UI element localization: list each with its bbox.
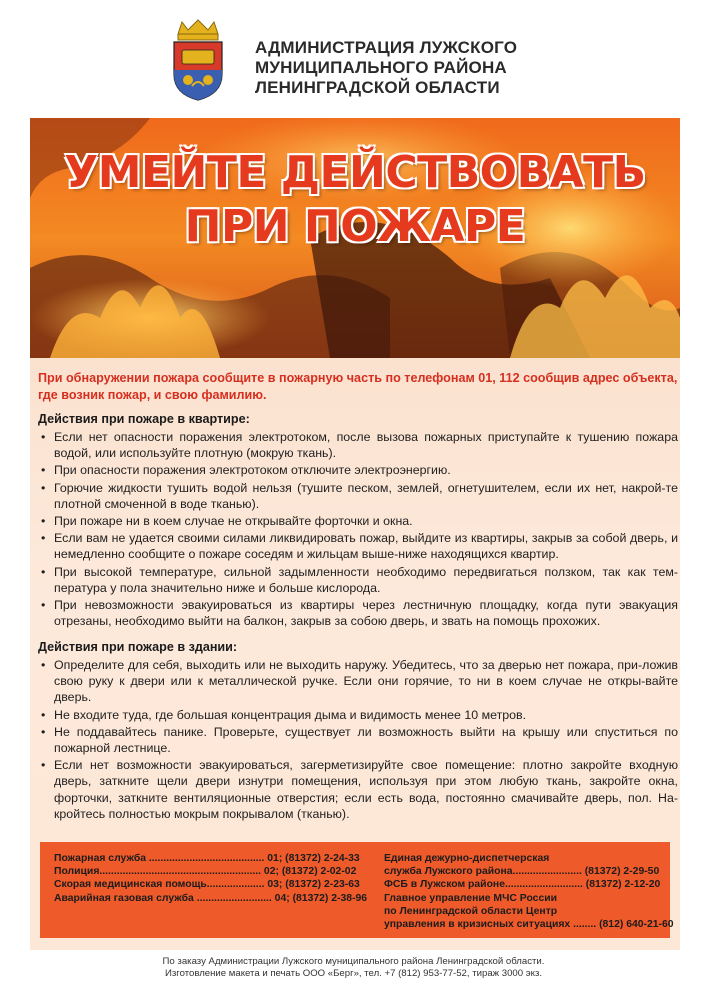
- imprint-footer: [0, 956, 707, 980]
- list-item: • Определите для себя, выходить или не выходить наружу. Убедитесь, что за дверью нет пожара, при-ложив свою руку к двери или к металлической ручке. Если они горячие, то ни в коем случае не откры-вайте дверь.: [41, 658, 678, 705]
- list-item: • Если нет опасности поражения электротоком, после вызова пожарных приступайте к тушению пожара водой, или используйте плотную (мокрую ткань).: [41, 430, 678, 461]
- list-item: • Если нет возможности эвакуироваться, загерметизируйте свое помещение: плотно закройте входную дверь, заткните щели двери изнутри помещения, используя при этом любую ткань, закройте окна, форточки, заткните вентиляционные отверстия; если есть вода, постоянно смачивайте дверь, пол. На-кройтесь полностью мокрым покрывалом (тканью).: [41, 758, 678, 821]
- apartment-list: [38, 429, 678, 630]
- header: [0, 0, 707, 115]
- list-item: • При пожаре ни в коем случае не открывайте форточки и окна.: [41, 514, 413, 529]
- contact-row: Единая дежурно-диспетчерская: [384, 853, 550, 864]
- footer-line-1: По заказу Администрации Лужского муниципального района Ленинградской области.: [162, 956, 545, 967]
- contact-row: Аварийная газовая служба .......................... 04; (81372) 2-38-96: [54, 892, 368, 904]
- org-line-3: ЛЕНИНГРАДСКОЙ ОБЛАСТИ: [255, 78, 500, 97]
- building-list: [38, 657, 678, 823]
- contacts-right-column: [384, 852, 674, 931]
- contact-row: управления в кризисных ситуациях ........ (812) 640-21-60: [384, 919, 674, 931]
- headline: [30, 146, 680, 254]
- org-line-1: АДМИНИСТРАЦИЯ ЛУЖСКОГО: [255, 38, 518, 57]
- list-item: • При невозможности эвакуироваться из квартиры через лестничную площадку, когда пути эвакуация отрезаны, необходимо выйти на балкон, закрыв за собою дверь, и звать на помощь прохожих.: [41, 598, 678, 629]
- apartment-section-title: Действия при пожаре в квартире:: [38, 412, 250, 426]
- contact-row: Главное управление МЧС России: [384, 892, 557, 904]
- list-item: • Не входите туда, где большая концентрация дыма и видимость менее 10 метров.: [41, 707, 527, 722]
- list-item: • При опасности поражения электротоком отключите электроэнергию.: [41, 463, 451, 478]
- building-section-title: Действия при пожаре в здании:: [38, 640, 238, 654]
- emergency-contacts: [40, 842, 674, 938]
- contact-row: Пожарная служба ........................................ 01; (81372) 2-24-33: [54, 853, 360, 864]
- list-item: • При высокой температуре, сильной задымленности необходимо передвигаться ползком, так как тем-пература у пола значительно ниже и больше кислорода.: [41, 564, 678, 595]
- footer-line-2: Изготовление макета и печать ООО «Берг», тел. +7 (812) 953-77-52, тираж 3000 экз.: [164, 968, 543, 979]
- list-item: • Не поддавайтесь панике. Проверьте, существует ли возможность выйти на крышу или спуститься по пожарной лестнице.: [41, 724, 678, 756]
- contact-row: Скорая медицинская помощь.................... 03; (81372) 2-23-63: [54, 879, 360, 891]
- contact-row: служба Лужского района........................ (81372) 2-29-50: [384, 866, 660, 878]
- fire-banner: [30, 118, 680, 358]
- poster-panel: [30, 118, 680, 950]
- contact-row: по Ленинградской области Центр: [384, 905, 558, 917]
- contact-row: Полиция........................................................ 02; (81372) 2-02-02: [54, 866, 357, 878]
- org-line-2: МУНИЦИПАЛЬНОГО РАЙОНА: [255, 58, 507, 77]
- instructions-area: [30, 358, 680, 950]
- contact-row: ФСБ в Лужском районе........................... (81372) 2-12-20: [384, 879, 661, 891]
- headline-line-2: ПРИ ПОЖАРЕ: [184, 201, 526, 252]
- organization-name: [255, 38, 517, 98]
- list-item: • Если вам не удается своими силами ликвидировать пожар, выйдите из квартиры, закрыв за собой дверь, и немедленно сообщите о пожаре соседям и жильцам выше-ниже находящихся квартир.: [41, 531, 678, 562]
- headline-line-1: УМЕЙТЕ ДЕЙСТВОВАТЬ: [64, 147, 646, 198]
- intro-text: При обнаружении пожара сообщите в пожарную часть по телефонам 01, 112 сообщив адрес объекта, где возник пожар, и свою фамилию.: [38, 371, 678, 402]
- coat-of-arms-icon: [168, 18, 228, 102]
- list-item: • Горючие жидкости тушить водой нельзя (тушите песком, землей, огнетушителем, если их нет, накрой-те плотной смоченной в воде тканью).: [41, 480, 678, 511]
- contacts-left-column: [54, 852, 374, 905]
